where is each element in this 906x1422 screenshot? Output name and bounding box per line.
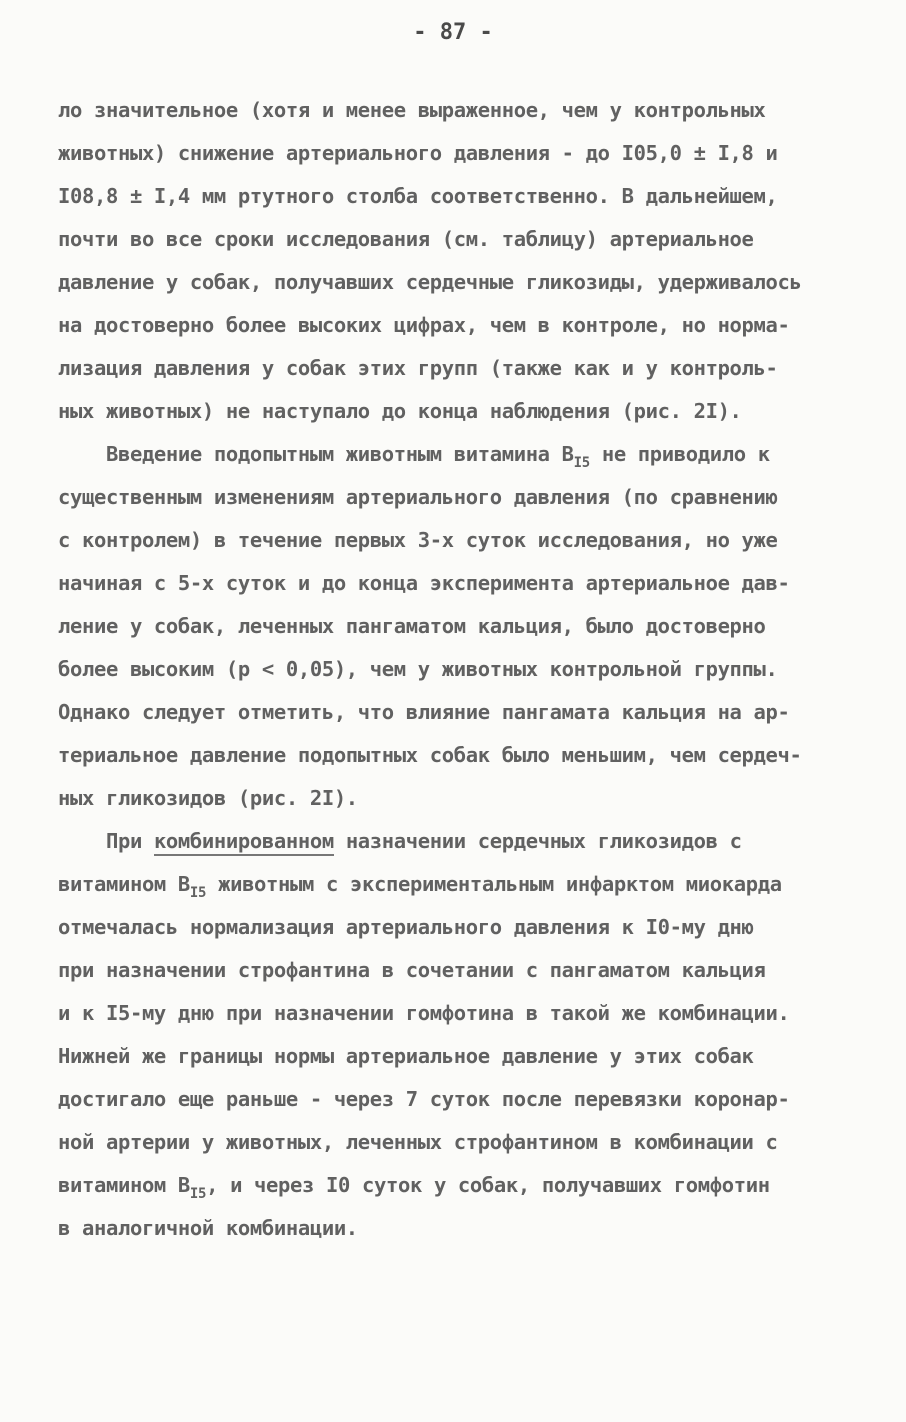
text-line: с контролем) в течение первых 3-х суток исследования, но уже	[58, 528, 778, 552]
text-line	[58, 442, 770, 471]
text-line: существенным изменениям артериального давления (по сравнению	[58, 485, 778, 509]
text-line: при назначении строфантина в сочетании с пангаматом кальция	[58, 958, 766, 982]
subscript: I5	[189, 885, 207, 901]
underlined-word: комбинированном	[154, 829, 334, 856]
text-line: лизация давления у собак этих групп (также как и у контроль-	[58, 356, 778, 380]
text-line: начиная с 5-х суток и до конца эксперимента артериальное дав-	[58, 571, 790, 595]
text-line: почти во все сроки исследования (см. таблицу) артериальное	[58, 227, 754, 251]
text-line	[58, 1173, 770, 1202]
text-line: Нижней же границы нормы артериальное давление у этих собак	[58, 1044, 754, 1068]
text-line: на достоверно более высоких цифрах, чем в контроле, но норма-	[58, 313, 790, 337]
text-line: достигало еще раньше - через 7 суток после перевязки коронар-	[58, 1087, 790, 1111]
line-text: При	[58, 829, 154, 853]
line-text: Введение подопытным животным витамина B	[58, 442, 574, 466]
line-text: витамином B	[58, 872, 190, 896]
text-line: ление у собак, леченных пангаматом кальция, было достоверно	[58, 614, 766, 638]
text-line: териальное давление подопытных собак было меньшим, чем сердеч-	[58, 743, 802, 767]
text-line: ных гликозидов (рис. 2I).	[58, 786, 358, 810]
text-line: давление у собак, получавших сердечные гликозиды, удерживалось	[58, 270, 802, 294]
line-text: животным с экспериментальным инфарктом миокарда	[206, 872, 782, 896]
line-text: , и через I0 суток у собак, получавших гомфотин	[206, 1173, 770, 1197]
line-text: назначении сердечных гликозидов с	[333, 829, 742, 853]
text-line: I08,8 ± I,4 мм ртутного столба соответственно. В дальнейшем,	[58, 184, 778, 208]
text-line: отмечалась нормализация артериального давления к I0-му дню	[58, 915, 754, 939]
text-line: Однако следует отметить, что влияние пангамата кальция на ар-	[58, 700, 790, 724]
text-line: ной артерии у животных, леченных строфантином в комбинации с	[58, 1130, 778, 1154]
text-line: более высоким (р < 0,05), чем у животных контрольной группы.	[58, 657, 778, 681]
subscript: I5	[573, 455, 590, 471]
subscript: I5	[189, 1186, 207, 1202]
text-line: и к I5-му дню при назначении гомфотина в такой же комбинации.	[58, 1001, 790, 1025]
text-line: животных) снижение артериального давления - до I05,0 ± I,8 и	[58, 141, 778, 165]
page-number: - 87 -	[413, 20, 493, 45]
line-text: витамином B	[58, 1173, 190, 1197]
text-line	[58, 829, 742, 853]
line-text: не приводило к	[589, 442, 770, 466]
text-line: ных животных) не наступало до конца наблюдения (рис. 2I).	[58, 399, 742, 423]
text-line: в аналогичной комбинации.	[58, 1216, 358, 1240]
text-line: ло значительное (хотя и менее выраженное, чем у контрольных	[58, 98, 766, 122]
text-line	[58, 872, 782, 901]
